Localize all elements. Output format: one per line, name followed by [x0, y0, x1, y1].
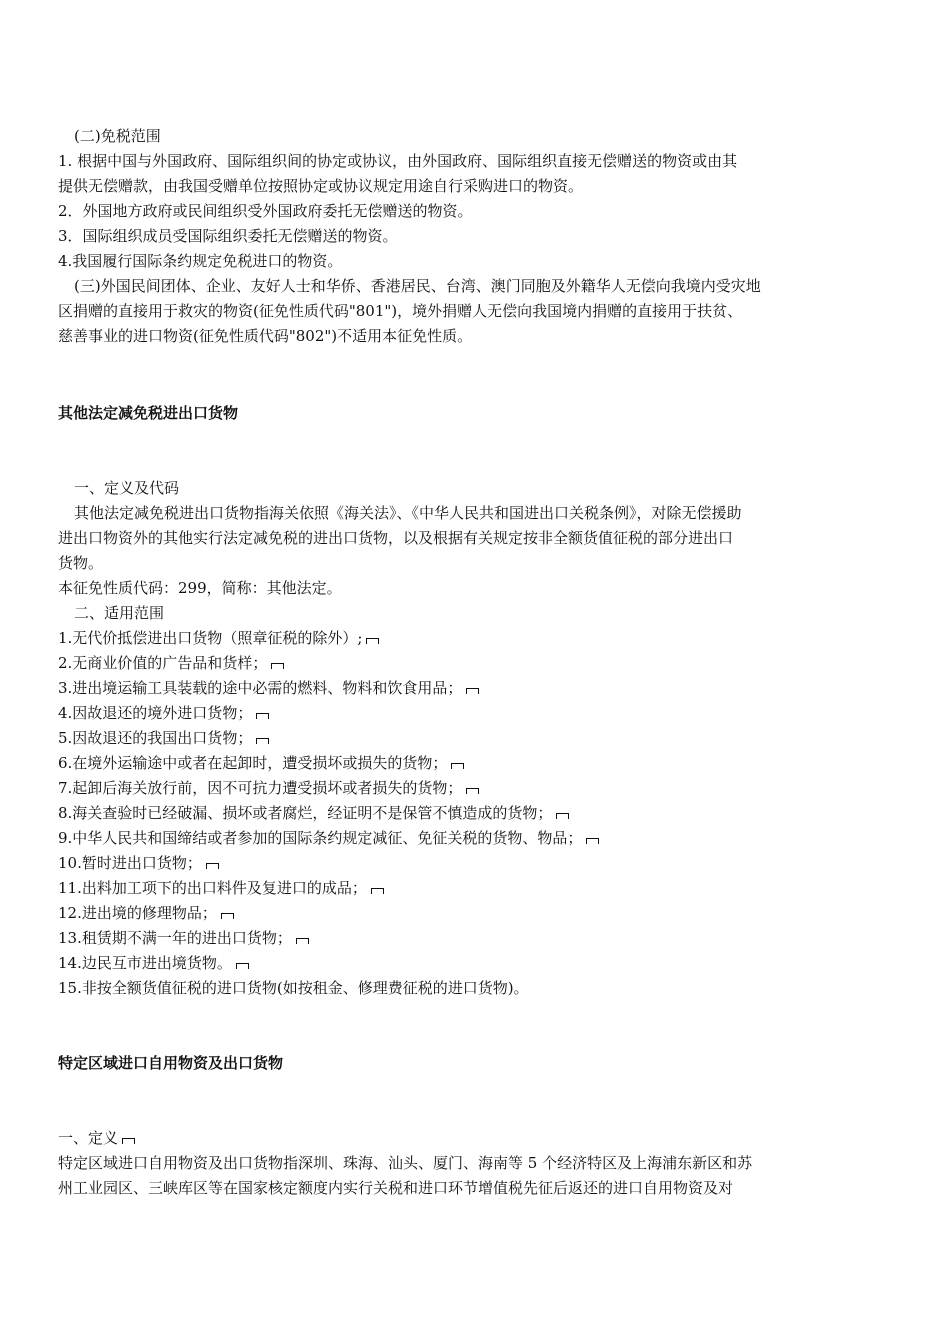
- paragraph-line: 货物。: [58, 554, 104, 572]
- paragraph-mark-icon: [256, 738, 269, 744]
- paragraph-line: (三)外国民间团体、企业、友好人士和华侨、香港居民、台湾、澳门同胞及外籍华人无偿向我境内受灾地: [74, 277, 761, 295]
- paragraph-line: 提供无偿赠款，由我国受赠单位按照协定或协议规定用途自行采购进口的物资。: [58, 177, 584, 195]
- list-item: 1.无代价抵偿进出口货物（照章征税的除外）;: [58, 628, 379, 648]
- paragraph-mark-icon: [271, 663, 284, 669]
- paragraph-mark-icon: [366, 638, 379, 644]
- paragraph-mark-icon: [371, 888, 384, 894]
- paragraph-mark-icon: [451, 763, 464, 769]
- subheading-definition: 一、定义: [58, 1128, 135, 1148]
- paragraph-mark-icon: [466, 788, 479, 794]
- list-item: 3.进出境运输工具装载的途中必需的燃料、物料和饮食用品；: [58, 678, 479, 698]
- section-heading-other-statutory: 其他法定减免税进出口货物: [58, 404, 239, 422]
- list-item: 12.进出境的修理物品；: [58, 903, 234, 923]
- section-title-duty-exemption-scope: (二)免税范围: [74, 127, 161, 145]
- paragraph-line: 其他法定减免税进出口货物指海关依照《海关法》、《中华人民共和国进出口关税条例》，对除无偿援助: [74, 504, 742, 522]
- section-heading-special-zones: 特定区域进口自用物资及出口货物: [58, 1054, 284, 1072]
- paragraph-mark-icon: [256, 713, 269, 719]
- paragraph-mark-icon: [586, 838, 599, 844]
- paragraph-line: 1. 根据中国与外国政府、国际组织间的协定或协议，由外国政府、国际组织直接无偿赠送的物资或由其: [58, 152, 738, 170]
- paragraph-line: 区捐赠的直接用于救灾的物资(征免性质代码"801")，境外捐赠人无偿向我国境内捐赠的直接用于扶贫、: [58, 302, 743, 320]
- list-item: 10.暂时进出口货物；: [58, 853, 219, 873]
- list-item: 2.无商业价值的广告品和货样；: [58, 653, 284, 673]
- paragraph-mark-icon: [206, 863, 219, 869]
- paragraph-mark-icon: [122, 1138, 135, 1144]
- subheading-scope: 二、适用范围: [74, 604, 165, 622]
- list-item: 6.在境外运输途中或者在起卸时，遭受损坏或损失的货物；: [58, 753, 464, 773]
- list-item: 7.起卸后海关放行前，因不可抗力遭受损坏或者损失的货物；: [58, 778, 479, 798]
- list-item: 9.中华人民共和国缔结或者参加的国际条约规定减征、免征关税的货物、物品；: [58, 828, 599, 848]
- paragraph-line: 州工业园区、三峡库区等在国家核定额度内实行关税和进口环节增值税先征后返还的进口自用物资及对: [58, 1179, 734, 1197]
- paragraph-line: 特定区域进口自用物资及出口货物指深圳、珠海、汕头、厦门、海南等 5 个经济特区及上海浦东新区和苏: [58, 1154, 753, 1172]
- list-item: 15.非按全额货值征税的进口货物(如按租金、修理费征税的进口货物)。: [58, 979, 529, 997]
- paragraph-line: 3．国际组织成员受国际组织委托无偿赠送的物资。: [58, 227, 398, 245]
- paragraph-mark-icon: [556, 813, 569, 819]
- list-item: 5.因故退还的我国出口货物；: [58, 728, 269, 748]
- paragraph-mark-icon: [236, 963, 249, 969]
- subheading-definition-code: 一、定义及代码: [74, 479, 180, 497]
- list-item: 11.出料加工项下的出口料件及复进口的成品；: [58, 878, 384, 898]
- paragraph-mark-icon: [296, 938, 309, 944]
- paragraph-line: 2．外国地方政府或民间组织受外国政府委托无偿赠送的物资。: [58, 202, 473, 220]
- list-item: 13.租赁期不满一年的进出口货物；: [58, 928, 309, 948]
- paragraph-mark-icon: [221, 913, 234, 919]
- paragraph-line: 慈善事业的进口物资(征免性质代码"802")不适用本征免性质。: [58, 327, 473, 345]
- paragraph-line: 4.我国履行国际条约规定免税进口的物资。: [58, 252, 343, 270]
- paragraph-mark-icon: [466, 688, 479, 694]
- list-item: 4.因故退还的境外进口货物；: [58, 703, 269, 723]
- paragraph-line: 进出口物资外的其他实行法定减免税的进出口货物，以及根据有关规定按非全额货值征税的部分进出口: [58, 529, 734, 547]
- list-item: 8.海关查验时已经破漏、损坏或者腐烂，经证明不是保管不慎造成的货物；: [58, 803, 569, 823]
- list-item: 14.边民互市进出境货物。: [58, 953, 249, 973]
- code-line: 本征免性质代码：299，简称：其他法定。: [58, 579, 342, 597]
